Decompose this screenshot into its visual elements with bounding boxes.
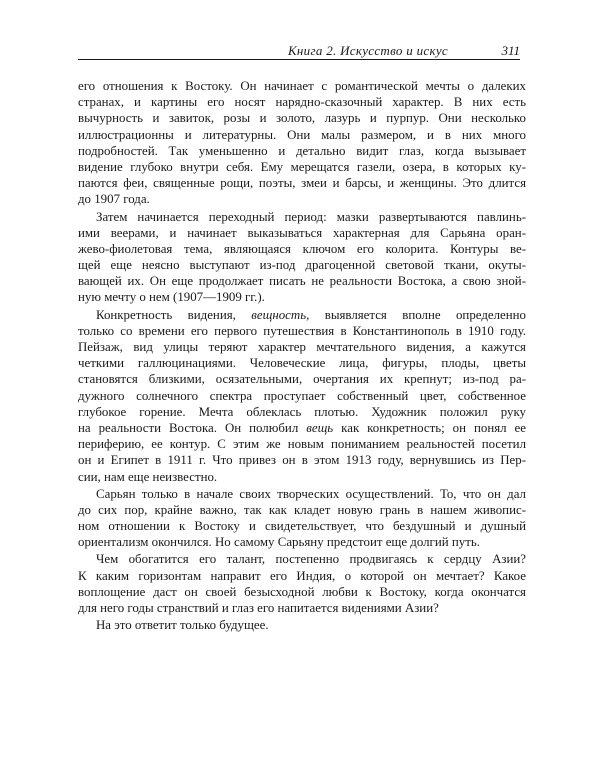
text-line: подробностей. Так уменьшенно и детально видит глаз, когда вызывает xyxy=(78,143,526,158)
paragraph-6 xyxy=(78,617,526,633)
paragraph-4 xyxy=(78,486,526,551)
paragraph-3 xyxy=(78,307,526,485)
text-line: ную мечту о нем (1907—1909 гг.). xyxy=(78,290,265,305)
text-line: Пейзаж, вид улицы теряют характер мечтательного видения, а кажутся xyxy=(78,340,526,354)
text-line: щей еще неясно выступают из-под драгоценной световой ткани, окуты- xyxy=(78,258,526,273)
body-text xyxy=(78,78,526,633)
running-title: Книга 2. Искусство и искус xyxy=(287,43,448,58)
text-line: становятся близкими, осязательными, очертания их крепнут; из-под ра- xyxy=(78,372,526,387)
header-rule xyxy=(78,59,520,60)
text-line: странах, и картины его носят нарядно-сказочный характер. В них есть xyxy=(78,95,526,110)
text-segment: как конкретность; он понял ее xyxy=(333,420,526,435)
text-line: для него годы странствий и глаз его напитается видениями Азии? xyxy=(78,601,439,615)
text-line: сии, нам еще неизвестно. xyxy=(78,469,218,484)
text-line: Сарьян только в начале своих творческих осуществлений. То, что он дал xyxy=(96,486,526,501)
text-line: до 1907 года. xyxy=(78,192,150,207)
text-line xyxy=(78,420,526,436)
page-header xyxy=(78,38,520,60)
italic-word: вещь xyxy=(306,420,334,435)
text-line: только со времени его первого путешествия в Константинополь в 1910 году. xyxy=(78,323,526,338)
text-segment: Конкретность видения, xyxy=(96,307,252,322)
text-line: дужного солнечного спектра проступает собственный цвет, собственное xyxy=(78,388,526,403)
text-line: ном отношении к Востоку и свидетельствует, что бездушный и душный xyxy=(78,519,526,534)
text-segment: , выявляется вполне определенно xyxy=(306,307,526,322)
text-line: вычурность и завиток, розы и золото, лазурь и пурпур. Они несколько xyxy=(78,111,526,126)
text-line: четкими галлюцинациями. Человеческие лица, фигуры, плоды, цветы xyxy=(78,356,526,371)
text-line: глубокое горение. Мечта облеклась плотью. Художник положил руку xyxy=(78,404,526,419)
text-line: его отношения к Востоку. Он начинает с романтической мечты о далеких xyxy=(78,79,526,93)
text-line: К каким горизонтам направит его Индия, о которой он мечтает? Какое xyxy=(78,568,526,583)
text-line: жево-фиолетовая тема, являющаяся ключом его колорита. Контуры ве- xyxy=(78,241,526,256)
text-line: паются феи, священные рощи, поэты, змеи и барсы, и женщины. Это длится xyxy=(78,176,526,191)
paragraph-1 xyxy=(78,78,526,208)
text-segment: на реальности Востока. Он полюбил xyxy=(78,420,307,435)
text-line: ими веерами, и начинает выказываться характерная для Сарьяна оран- xyxy=(78,225,526,240)
text-line: периферию, ее контур. С этим же новым пониманием реальностей посетил xyxy=(78,437,526,452)
text-line: иллюстрационны и литературны. Они малы размером, и в них много xyxy=(78,127,526,142)
page-number: 311 xyxy=(501,43,520,58)
text-line xyxy=(78,307,526,323)
text-line: до сих пор, крайне важно, так как кладет новую грань в нашем живопис- xyxy=(78,502,526,517)
text-line: воплощение даст он своей безысходной любви к Востоку, когда окончатся xyxy=(78,584,526,599)
paragraph-2 xyxy=(78,209,526,306)
italic-word: вещность xyxy=(251,307,307,322)
text-line: он и Египет в 1911 г. Что привез он в этом 1913 году, вернувшись из Пер- xyxy=(78,453,526,468)
paragraph-5 xyxy=(78,551,526,616)
text-line: На это ответит только будущее. xyxy=(96,618,269,633)
text-line: Чем обогатится его талант, постепенно продвигаясь к сердцу Азии? xyxy=(96,552,526,567)
text-line: Затем начинается переходный период: мазки развертываются павлинь- xyxy=(96,209,526,224)
text-line: видение глубоко внутри себя. Ему мерещатся газели, озера, в которых ку- xyxy=(78,159,526,174)
text-line: ориентализм окончился. Но самому Сарьяну предстоит еще долгий путь. xyxy=(78,535,480,550)
text-line: вающей их. Он еще продолжает писать не реальности Востока, а свою зной- xyxy=(78,274,526,289)
